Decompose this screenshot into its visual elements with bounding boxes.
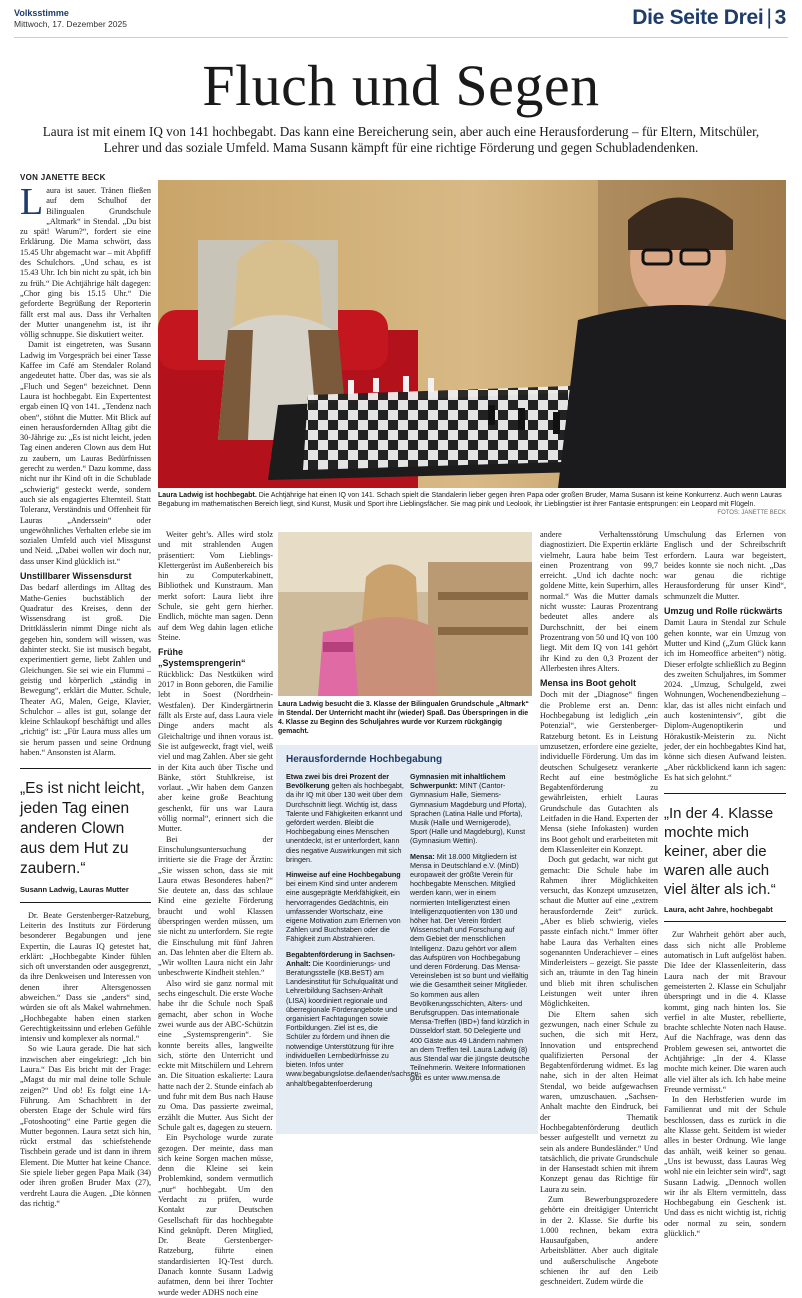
paragraph: Bei der Einschulungsuntersuchung irritierte sie die Frage der Ärztin: „Sie wissen schon, dass sie mit Laura etwas Besonderes haben?“ Sie deutete an, dass das schlaue Kind eine gezielte Förderung braucht und wohl Klassen überspringen werden müssen, um sie nicht zu unterfordern. Sie regte die Einschulung mit fünf Jahren an. Das lehnten aber die Eltern ab. „Wir wollten Laura nicht ein Jahr unbeschwerte Kindheit stehlen.“ xyxy=(158,834,273,978)
paragraph: aura ist sauer. Tränen fließen auf dem Schulhof der Bilingualen Grundschule „Altmark“ in Stendal. „Du bist zu spät! Warum?“, fordert sie eine Erklärung. Die Mama schwört, dass 15.45 Uhr abgemacht war – mit Abpfiff des Schulchors. „Und schau, es ist 15.43 Uhr. Ich bin nicht zu spät, ich bin zu früh.“ Die Achtjährige hält dagegen: „Chor ging bis 15.15 Uhr.“ Die geforderte Begrüßung der Reporterin fällt erst mal aus. Dass ihr Verhalten der Mutter unangenehm ist, ist ihr völlig schnuppe. Sie diskutiert weiter. xyxy=(20,186,151,340)
column-5 xyxy=(664,530,786,1239)
info-text: Mit 18.000 Mitgliedern ist Mensa in Deutschland e.V. (MinD) europaweit der größte Verein für hochbegabte Menschen. Mitglied werden kann, wer in einem normierten Intelligenztest einen Intelligenzquotienten von 130 und höher hat. Der Verein fördert Wissenschaft und Forschung auf dem Gebiet der menschlichen Intelligenz. Dazu gehört vor allem das Aufspüren von Hochbegabung und deren Förderung. Das Mensa-Vereinsleben ist so bunt und vielfältig wie die Gesamtheit seiner Mitglieder. So kommen aus allen Bevölkerungsschichten, Alters- und Berufsgruppen. Das internationale Mensa-Treffen (IBD+) fand kürzlich in Düsseldorf statt. 50 Delegierte und 400 Gäste aus 49 Ländern nahmen an dem Treffen teil. Laura Ladwig (8) aus Stendal war die jüngste deutsche Teilnehmerin. Weitere Informationen gibt es unter www.mensa.de xyxy=(410,851,530,1082)
paragraph: In den Herbstferien wurde im Familienrat und mit der Schule beschlossen, dass es zurück in die alte Klasse geht. Seitdem ist wieder alles in bester Ordnung. Wie lange das anhält, weiß keiner so genau. „Uns ist bewusst, dass Lauras Weg wohl nie ein leichter sein wird“, sagt Susann Ladwig. „Dennoch wollen wir ihr als Eltern vermitteln, dass Hochbegabung ein Geschenk ist. Und dass es nicht wichtig ist, richtig oder normal zu sein, sondern glücklich.“ xyxy=(664,1095,786,1239)
dateline: Mittwoch, 17. Dezember 2025 xyxy=(14,19,127,29)
photo-chess xyxy=(158,180,786,488)
photo-credit: FOTOS: JANETTE BECK xyxy=(717,510,786,516)
teaser: Laura ist mit einem IQ von 141 hochbegabt. Das kann eine Bereicherung sein, aber auch eine Herausforderung – für Eltern, Mitschüler, Lehrer und das soziale Umfeld. Mama Susann kämpft für eine richtige Förderung und gegen Schubladendenken. xyxy=(42,124,760,155)
paragraph: Zur Wahrheit gehört aber auch, dass sich nicht alle Probleme automatisch in Luft aufgelöst haben. Die Idee der Klassenleiterin, dass Laura nach der mit Bravour gemeisterten 2. Klasse ein Schuljahr überspringt und in die 4. Klasse kommt, ging nach hinten los. Sie verfiel in alte Muster, rebellierte, brachte schlechte Noten nach Hause. Auf die Nachfrage, was denn das Problem gewesen sei, antwortet die Achtjährige: „In der 4. Klasse mochte mich keiner. Die waren auch alle viel älter als ich. Ich habe meine Freunde vermisst.“ xyxy=(664,930,786,1094)
photo-school xyxy=(278,532,532,696)
photo-caption-2: Laura Ladwig besucht die 3. Klasse der Bilingualen Grundschule „Altmark“ in Stendal. Der Unterricht macht ihr (wieder) Spaß. Das Überspringen in die 4. Klasse zu Beginn des Schuljahres wurde vor Kurzem rückgängig gemacht. xyxy=(278,701,529,735)
section-name: Die Seite Drei xyxy=(632,6,764,29)
info-lead: Etwa zwei bis drei Prozent der Bevölkerung xyxy=(286,772,390,791)
caption-text: Die Achtjährige hat einen IQ von 141. Schach spielt die Standalerin lieber gegen ihren Papa oder großen Bruder, Mama Susann ist keine Konkurrenz. Auch wenn Lauras Begabung im mathematischen Bereich liegt, sind Kunst, Musik und Sport ihre Lieblingsfächer. Sie mag pink und Leolook, ihr Lieblingstier ist ihrer Fantasie entsprungen: ein Leopard mit Flügeln. xyxy=(158,492,782,508)
info-box-column-1 xyxy=(286,772,422,1130)
subheading: Frühe „Systemsprengerin“ xyxy=(158,647,246,668)
pull-quote-rule xyxy=(664,921,786,922)
headline: Fluch und Segen xyxy=(202,53,600,118)
column-1 xyxy=(20,181,151,1208)
paragraph: Doch gut gedacht, war nicht gut gemacht: Die Schule habe im Rahmen ihrer Möglichkeiten versucht, das Konzept umzusetzen, schaut die Mutter auf eine „extrem herausfordernde Zeit“ zurück. „Aber es blieb schwierig, vieles passte einfach nicht.“ Immer öfter habe Laura das Verhalten eines sogenannten Underachiever – eines Minderleisters – gezeigt. Sie passte sich an, träumte in den Tag hinein und blieb mit ihren schulischen Leistungen weit unter ihren Möglichkeiten. xyxy=(540,855,658,1009)
info-box-column-2 xyxy=(410,772,530,1130)
info-lead: Hinweise auf eine Hochbegabung xyxy=(286,870,401,880)
paragraph: Dr. Beate Gerstenberger-Ratzeburg, Leiterin des Instituts zur Förderung besonderer Begabungen und jene Expertin, die Lauras IQ getestet hat, erklärt: „Hochbegabte Kinder fühlen sich oft unverstanden oder ausgegrenzt, da ihre Denkweisen und Interessen von denen ihrer Altersgenossen abweichen.“ Dass sie „anders“ sind, würden sie oft als Makel wahrnehmen. „Hochbegabte haben einen starken Gerechtigkeitssinn und erleben Gefühle intensiv und komplexer als normal.“ xyxy=(20,910,151,1044)
pull-quote-author: Susann Ladwig, Lauras Mutter xyxy=(20,885,129,895)
paragraph: Weiter geht’s. Alles wird stolz und mit strahlenden Augen präsentiert: Vom Lieblings-Klettergerüst im Außenbereich bis hin zu Computerkabinett, Bibliothek und Kunstraum. Man merkt sofort: Laura liebt ihre Schule, sie geht gern hierher. Endlich, möchte man sagen. Denn auf dem Weg dahin lagen etliche Steine. xyxy=(158,530,273,642)
byline: VON JANETTE BECK xyxy=(20,173,106,182)
paragraph: Das bedarf allerdings im Alltag des Mathe-Genies buchstäblich der Quadratur des Kreises, denn der Wissensdrang ist groß. Die Drittklässlerin nimmt Dinge nicht als gegeben hin, sondern will wissen, was dahinter steckt. Sie ist musisch begabt, experimentiert gerne, liebt Zahlen und Gleichungen. Sie sei wie ein Flummi – geistig und körperlich „ständig in Bewegung“, erklärt die Mutter. Schule, Theater AG, Malen, Geige, Klavier, Schulchor – alles ist gut, solange der kleine Schlaukopf beschäftigt und alles „richtig“ ist: „Für Laura muss alles um sie herum passen und seine Ordnung haben.“ Ansonsten ist Alarm. xyxy=(20,583,151,758)
info-lead: Begabtenförderung in Sachsen-Anhalt: xyxy=(286,949,396,968)
paragraph: Also wird sie ganz normal mit sechs eingeschult. Die erste Woche habe ihr die Schule noch Spaß gemacht, aber schon in Woche zwei wurde aus der ABC-Schützin eine „Systemsprengerin“. Sie konnte bereits alles, langweilte sich, störte den Unterricht und eckte mit Mitschülern und Lehrern an. Die Situation eskalierte: Laura hatte nach der 2. Stunde einfach ab und fuhr mit dem Bus nach Hause zu Oma. Das passierte zweimal, erzählt die Mutter. Aus Sicht der Schule galt es, dagegen zu steuern. xyxy=(158,978,273,1132)
column-2 xyxy=(158,530,273,1297)
subheading: Mensa ins Boot geholt xyxy=(540,678,637,689)
info-box-title: Herausfordernde Hochbegabung xyxy=(286,754,443,765)
masthead: Volksstimme xyxy=(14,8,69,18)
photo-caption-1 xyxy=(158,491,786,518)
drop-cap: L xyxy=(20,181,44,223)
paragraph: Ein Psychologe wurde zurate gezogen. Der meinte, dass man sich keine Sorgen machen müsse, denn die Kleine sei kein Problemkind, sondern vermutlich „nur“ hochbegabt. Um den Verdacht zu prüfen, wurde Kontakt zur Deutschen Gesellschaft für das hochbegabte Kind geknüpft. Deren Mitglied, Dr. Beate Gerstenberger-Ratzeburg, führte einen standardisierten IQ-Test durch. Danach konnte Susann Ladwig aufatmen, denn bei ihrer Tochter wurde weder ADHS noch eine xyxy=(158,1133,273,1297)
paragraph: Zum Bewerbungsprozedere gehörte ein dreitägiger Unterricht in der 2. Klasse. Sie durfte bis 1.000 rechnen, bekam extra Hausaufgaben, andere Arbeitsblätter. Aber auch digitale und außerschulische Angebote schienen ihr auf den Leib geschneidert. Zudem würde die xyxy=(540,1195,658,1287)
school-photo-image xyxy=(278,532,532,696)
info-lead: Mensa: xyxy=(410,851,435,861)
pull-quote-text: „In der 4. Klasse mochte mich keiner, aber die waren alle auch viel älter als ich.“ xyxy=(664,805,776,899)
pull-quote-text: „Es ist nicht leicht, jeden Tag einen anderen Clown aus dem Hut zu zaubern.“ xyxy=(20,780,145,878)
paragraph: Die Eltern sahen sich gezwungen, nach einer Schule zu suchen, die sich mit Herz, Innovation und entsprechend qualifizierten Personal der Begabtenförderung widmet. Es lag nahe, sich in der alten Heimat Stendal, wo beide aufgewachsen waren, umzuschauen. „Sachsen-Anhalt machte den Eindruck, bei der Thematik Hochbegabtenförderung deutlich besser aufgestellt und vernetzt zu sein als andere Bundesländer.“ Und tatsächlich, die private Grundschule in der Hansestadt schien mit ihrem Konzept genau das Richtige für Laura zu sein. xyxy=(540,1009,658,1194)
subheading: Unstillbarer Wissensdurst xyxy=(20,570,132,581)
section-title xyxy=(632,6,786,30)
info-text: Die Koordinierungs- und Beratungsstelle (KB.BeST) am Landesinstitut für Schulqualität und Lehrerbildung Sachsen-Anhalt (LISA) koordiniert regionale und überregionale Förderangebote und organisiert Fachtagungen sowie Fortbildungen. Ziel ist es, die Schüler zu fördern und ihnen die notwendige Unterstützung für ihre individuellen Lernbedürfnisse zu bieten. Infos unter www.begabungslotse.de/laender/sachsen-anhalt/begabtenfoerderung xyxy=(286,958,422,1088)
column-4 xyxy=(540,530,659,1287)
info-text: bei einem Kind sind unter anderem eine ausgeprägte Merkfähigkeit, ein hervorragendes Gedächtnis, ein umfassender Wortschatz, eine eigene Motivation zum Erlernen von Zahlen und Buchstaben oder die Fähigkeit zum Abstrahieren. xyxy=(286,879,401,944)
section-divider: | xyxy=(766,6,772,29)
pull-quote-author: Laura, acht Jahre, hochbegabt xyxy=(664,905,773,915)
info-lead: Gymnasien mit inhaltlichem Schwerpunkt: xyxy=(410,772,506,791)
subheading: Umzug und Rolle rückwärts xyxy=(664,606,783,617)
info-text: gelten als hochbegabt, da ihr IQ mit über 130 weit über dem Durchschnitt liegt. Wichtig ist, dass Talente und Fähigkeiten erkannt und gefördert werden. Bleibt die Hochbegabung eines Menschen unentdeckt, ist er unterfordert, kann dies negative Auswirkungen mit sich bringen. xyxy=(286,781,404,864)
paragraph: Umschulung das Erlernen von Englisch und der Schreibschrift erfordern. Laura war begeistert, beides konnte sie noch nicht. „Das war genau die richtige Herausforderung für unser Kind“, schmunzelt die Mutter. xyxy=(664,530,786,601)
paragraph: Doch mit der „Diagnose“ fingen die Probleme erst an. Denn: Hochbegabung ist lediglich „ein Potenzial“, wie Gerstenberger-Ratzeburg betont. Es in Leistung umzusetzen, erfordere eine gezielte, individuelle Förderung. Um das im deutschen Schulgesetz verankerte Recht auf eine bestmögliche Begabtenförderung zu gewährleisten, erhielt Lauras Grundschule das Gutachten als Leitfaden in die Hand. Experten der Mensa (siehe Infokasten) wurden ins Boot geholt und erarbeiteten mit dem Klassenleiter ein Konzept. xyxy=(540,690,659,854)
pull-quote-rule xyxy=(20,902,151,903)
caption-lead: Laura Ladwig ist hochbegabt. xyxy=(158,492,257,499)
paragraph: So wie Laura gerade. Die hat sich inzwischen aber eingekriegt: „Ich bin Laura.“ Das Eis bricht mit der Frage: „Magst du mir mal deine tolle Schule zeigen?“ Und ob! Es folgt eine 1A-Führung. Am Schachbrett in der obersten Etage der Schule wird fürs „Fotoshooting“ eine Partie gegen die Mutter begonnen. Laura setzt sich hin, rückt erstmal das schiefstehende Tischbein gerade und ist dann in ihrem Element. Die Mutter hat keine Chance. Sie spiele lieber gegen Papa Maik (34) oder ihren großen Bruder Max (27), verdreht Laura die Augen. „Die können das richtig.“ xyxy=(20,1044,151,1208)
pull-quote-1 xyxy=(20,768,151,902)
pull-quote-2 xyxy=(664,793,786,922)
header-rule xyxy=(14,37,788,38)
paragraph: Damit ist eingetreten, was Susann Ladwig im Vorgespräch bei einer Tasse Kaffee im Café am Stendaler Roland angedeutet hatte. Über das, was sie als „Fluch und Segen“ bezeichnet. Denn Laura ist hochbegabt. Ein Expertentest ergab einen IQ von 141. „Tendenz nach oben“, stöhnt die Mutter. Mit Blick auf einen herausfordernden Alltag gibt die 30-Jährige zu: „Es ist nicht leicht, jeden Tag einen anderen Clown aus dem Hut zu zaubern, um Lauras Bedürfnissen gerecht zu werden.“ Dazu komme, dass nicht nur ihr Kind oft in die Schublade „schwierig“ gesteckt werde, sondern auch sie als engagiertes Elternteil. Statt Toleranz, Verständnis und Offenheit für Lauras „Anderssein“ oder ungewöhnliches Verhalten erlebe sie im sozialen Umfeld auch viel Missgunst und Neid. „Dabei wollen wir doch nur, dass unser Kind glücklich ist.“ xyxy=(20,340,151,566)
page-number: 3 xyxy=(774,6,786,29)
paragraph: Rückblick: Das Nestküken wird 2017 in Bonn geboren, die Familie lebt in Soest (Nordrhein-Westfalen). Der Kindergärtnerin fällt als Erste auf, dass Laura viele Dinge anders macht als Gleichaltrige und ihnen voraus ist. Sie ist aufgeweckt, fragt viel, weiß viel und mag Zahlen. Aber sie geht in der Kita auch über Tische und Bänke, stört Stuhlkreise, ist vorlaut. „Wir haben dem Ganzen aber keine große Beachtung geschenkt, für uns war Laura völlig normal“, erinnert sich die Mutter. xyxy=(158,669,273,834)
info-text: MINT (Cantor-Gymnasium Halle, Siemens-Gymnasium Magdeburg und Pforta), Sprachen (Latina Halle und Pforta), Musik (Halle und Wernigerode), Sport (Halle und Magdeburg), Kunst (Gymnasium Wettin). xyxy=(410,781,527,846)
chess-photo-image xyxy=(158,180,786,488)
paragraph: andere Verhaltensstörung diagnostiziert. Die Expertin erklärte vielmehr, Laura habe beim Test einen Prozentrang von 99,7 erreicht. „Und ich dachte noch: goldene Mitte, kein Superhirn, alles normal.“ Was die Mutter damals nicht wusste: Lauras Prozentrang bedeutet alles andere als Durchschnitt, der bei einem Prozentrang von 50 und IQ von 100 liegt. Mit dem IQ von 141 gehört ihr Kind zu den 0,3 Prozent der Allerbesten ihres Alters. xyxy=(540,530,658,673)
paragraph: Damit Laura in Stendal zur Schule gehen konnte, war ein Umzug von Mutter und Kind („Zum Glück kann ich im Homeoffice arbeiten“) nötig. Dieser erfolgte schließlich zu Beginn des zweiten Schuljahres, im Sommer 2024. „Umzug, Schulgeld, zwei Wohnungen, Wochenendbeziehung – klar, das ist alles nicht einfach und auch kostenintensiv“, gibt die Diplom-Augenoptikerin und Hörakustik-Meisterin zu. Nicht jeder, der ein hochbegabtes Kind hat, könne sich diesen Aufwand leisten. „Aber rückblickend kann ich sagen: Es hat sich gelohnt.“ xyxy=(664,618,786,782)
